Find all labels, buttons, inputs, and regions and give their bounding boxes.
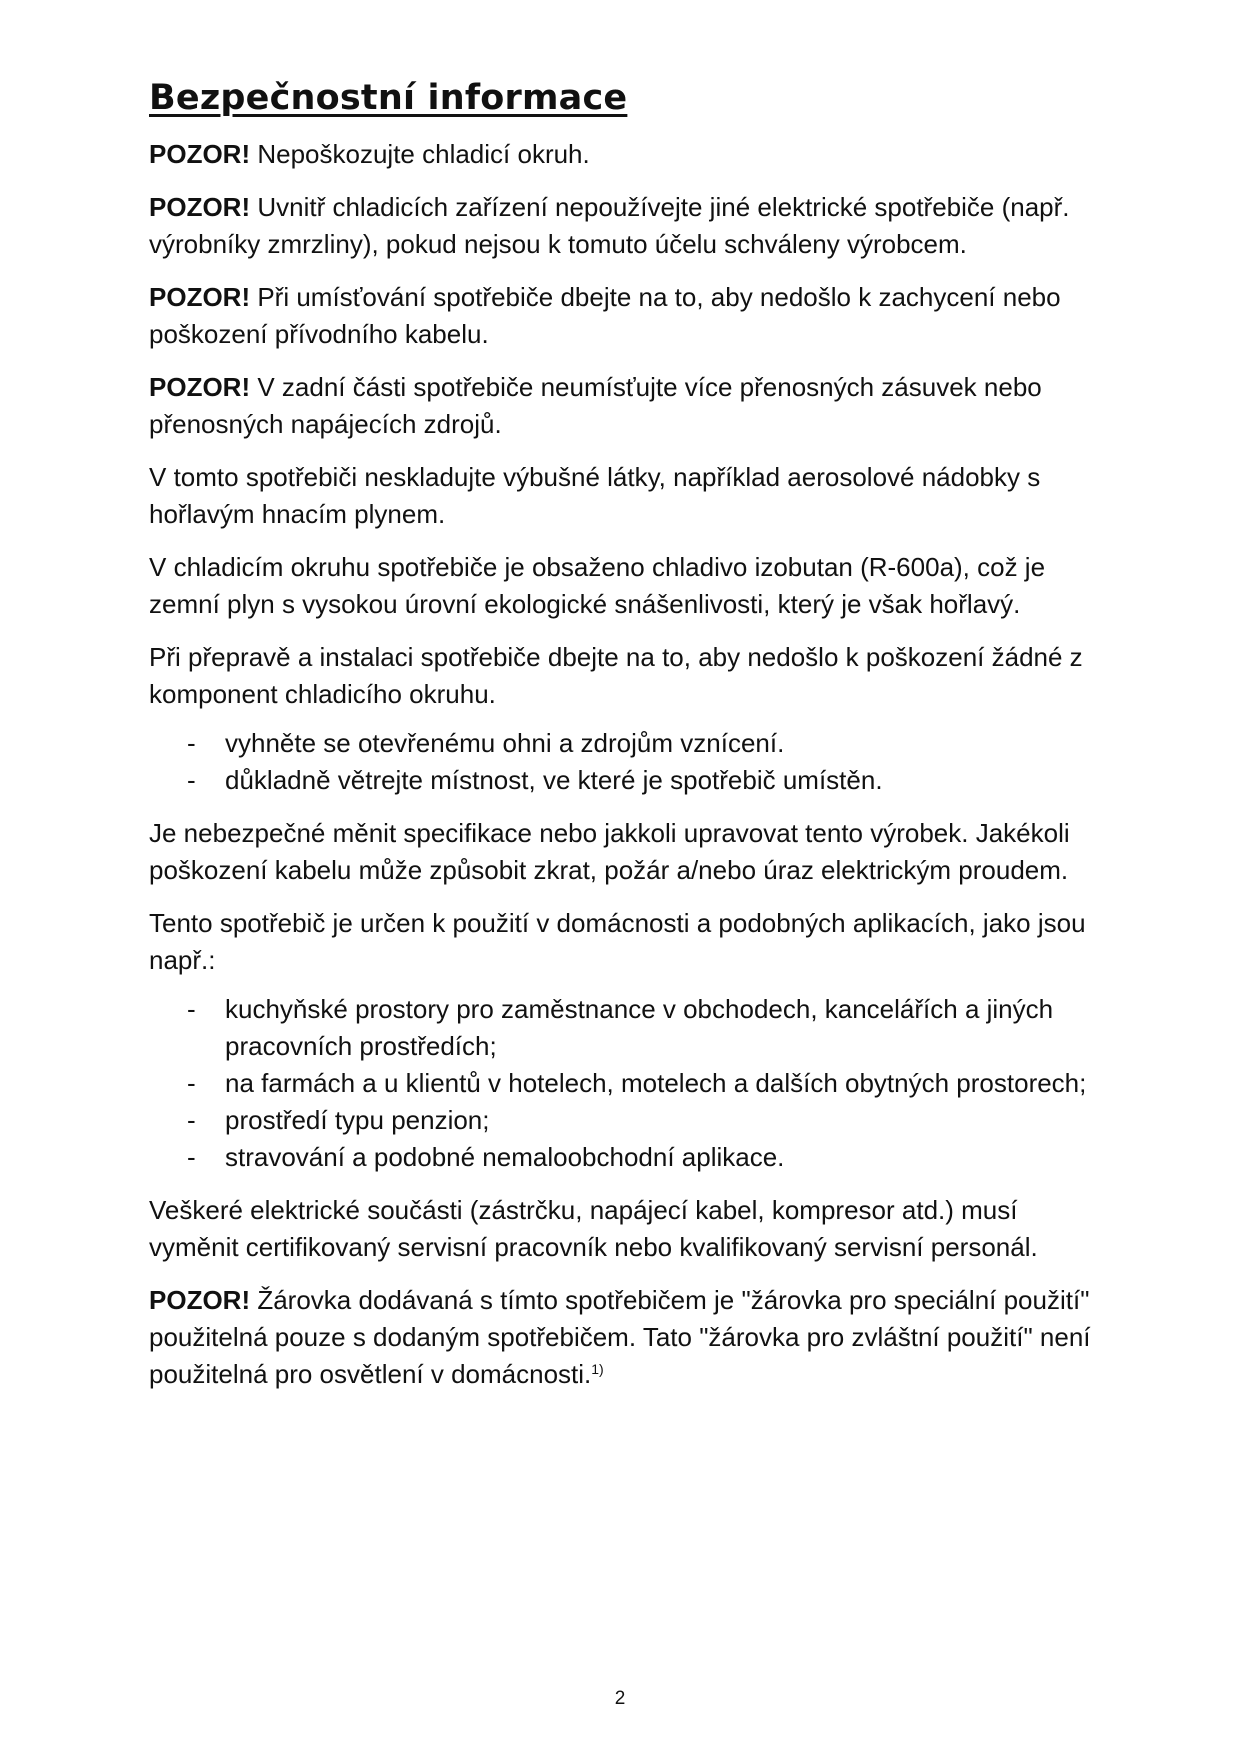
list-dash: - xyxy=(187,1105,196,1135)
list-dash: - xyxy=(187,1142,196,1172)
list-item-text: na farmách a u klientů v hotelech, motelech a dalších obytných prostorech; xyxy=(225,1068,1087,1098)
list-dash: - xyxy=(187,1068,196,1098)
list-dash: - xyxy=(187,765,196,795)
document-page xyxy=(149,78,1109,1409)
paragraph-warning-sockets xyxy=(149,369,1109,443)
paragraph-warning-circuit xyxy=(149,136,1109,173)
paragraph-text: Nepoškozujte chladicí okruh. xyxy=(257,139,590,169)
list-dash: - xyxy=(187,994,196,1024)
paragraph-electrical-parts: Veškeré elektrické součásti (zástrčku, napájecí kabel, kompresor atd.) musí vyměnit certifikovaný servisní pracovník nebo kvalifikovaný servisní personál. xyxy=(149,1195,1038,1262)
intended-use-list xyxy=(149,991,1109,1176)
paragraph-explosives: V tomto spotřebiči neskladujte výbušné látky, například aerosolové nádobky s hořlavým hnacím plynem. xyxy=(149,462,1041,529)
page-number: 2 xyxy=(614,1688,626,1709)
list-item-text: vyhněte se otevřenému ohni a zdrojům vznícení. xyxy=(225,728,785,758)
paragraph-text: V zadní části spotřebiče neumísťujte více přenosných zásuvek nebo přenosných napájecích zdrojů. xyxy=(149,372,1042,439)
page-title: Bezpečnostní informace xyxy=(149,78,628,118)
list-item-text: stravování a podobné nemaloobchodní aplikace. xyxy=(225,1142,785,1172)
list-item-text: důkladně větrejte místnost, ve které je spotřebič umístěn. xyxy=(225,765,883,795)
paragraph-warning-cable xyxy=(149,279,1109,353)
paragraph-refrigerant: V chladicím okruhu spotřebiče je obsaženo chladivo izobutan (R-600a), což je zemní plyn s vysokou úrovní ekologické snášenlivosti, který je však hořlavý. xyxy=(149,552,1046,619)
warning-label: POZOR! xyxy=(149,282,251,312)
list-dash: - xyxy=(187,728,196,758)
paragraph-warning-appliances xyxy=(149,189,1109,263)
paragraph-modifications: Je nebezpečné měnit specifikace nebo jakkoli upravovat tento výrobek. Jakékoli poškození kabelu může způsobit zkrat, požár a/nebo úraz elektrickým proudem. xyxy=(149,818,1070,885)
list-item xyxy=(149,1139,1109,1176)
list-item xyxy=(149,991,1109,1065)
paragraph-text: Žárovka dodávaná s tímto spotřebičem je "žárovka pro speciální použití" použitelná pouze s dodaným spotřebičem. Tato "žárovka pro zvláštní použití" není použitelná pro osvětlení v domácnosti. xyxy=(149,1285,1091,1389)
warning-label: POZOR! xyxy=(149,192,251,222)
paragraph-intended-use: Tento spotřebič je určen k použití v domácnosti a podobných aplikacích, jako jsou např.: xyxy=(149,908,1086,975)
warning-label: POZOR! xyxy=(149,139,251,169)
list-item xyxy=(149,725,1109,762)
list-item-text: kuchyňské prostory pro zaměstnance v obchodech, kancelářích a jiných pracovních prostředích; xyxy=(225,994,1054,1061)
list-item xyxy=(149,1065,1109,1102)
footnote-marker: 1) xyxy=(591,1361,604,1377)
warning-label: POZOR! xyxy=(149,1285,251,1315)
paragraph-transport: Při přepravě a instalaci spotřebiče dbejte na to, aby nedošlo k poškození žádné z komponent chladicího okruhu. xyxy=(149,642,1083,709)
list-item xyxy=(149,762,1109,799)
transport-precautions-list xyxy=(149,725,1109,799)
warning-label: POZOR! xyxy=(149,372,251,402)
list-item xyxy=(149,1102,1109,1139)
paragraph-text: Při umísťování spotřebiče dbejte na to, aby nedošlo k zachycení nebo poškození přívodního kabelu. xyxy=(149,282,1061,349)
list-item-text: prostředí typu penzion; xyxy=(225,1105,490,1135)
paragraph-warning-bulb xyxy=(149,1282,1109,1393)
paragraph-text: Uvnitř chladicích zařízení nepoužívejte jiné elektrické spotřebiče (např. výrobníky zmrzliny), pokud nejsou k tomuto účelu schváleny výrobcem. xyxy=(149,192,1070,259)
